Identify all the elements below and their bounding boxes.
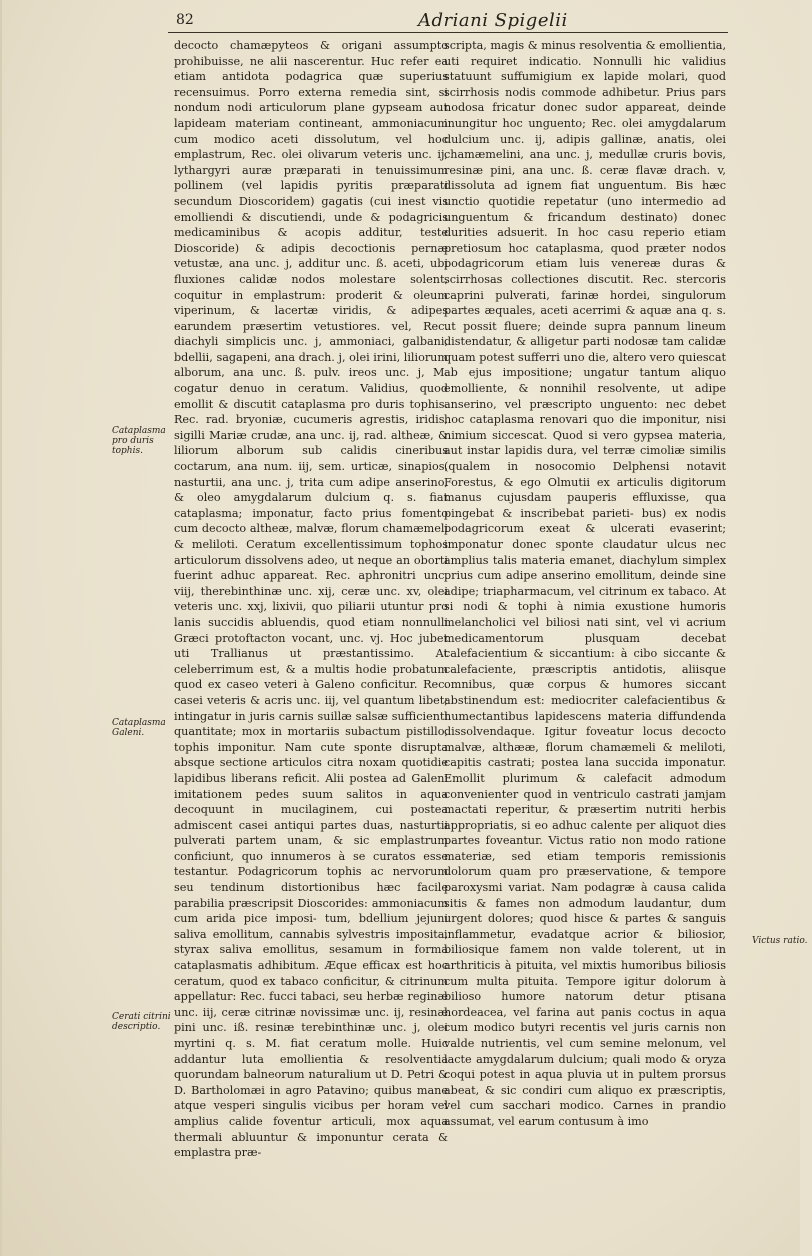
- right-column-text: scripta, magis & minus resolventia & emollientia, uti requiret indicatio. Nonnulli hic validius statuunt suffumigium ex lapide molari, quod scirrhosis nodis commode adhibetur. Prius pars nodosa fricatur donec sudor appareat, deinde inungitur hoc unguento; Rec. olei amygdalarum dulcium unc. ij, adipis gallinæ, anatis, olei chamæmelini, ana unc. j, medullæ cruris bovis, resinæ pini, ana unc. ß. ceræ flavæ drach. v, dissoluta ad ignem fiat unguentum. Bis hæc unctio quotidie repetatur (uno intermedio ad unguentum & fricandum destinato) donec durities adsuerit. In hoc casu reperio etiam pretiosum hoc cataplasma, quod præter nodos podagricorum etiam luis venereæ duras & scirrhosas collectiones discutit. Rec. stercoris caprini pulverati, farinæ hordei, singulorum partes æquales, aceti acerrimi & aquæ ana q. s. ut possit fluere; deinde supra pannum lineum distendatur, & alligetur parti nodosæ tam calidæ quam potest sufferri uno die, altero vero quiescat ab ejus impositione; ungatur tantum aliquo emolliente, & nonnihil resolvente, ut adipe anserino, vel præscripto unguento: nec debet hoc cataplasma renovari quo die imponitur, nisi nimium siccescat. Quod si vero gypsea materia, aut instar lapidis dura, vel terræ cimoliæ similis (qualem in nosocomio Delphensi notavit Forestus, & ego Olmutii ex articulis digitorum manus cujusdam pauperis effluxisse, qua pingebat & inscribebat parieti- bus) ex nodis podagricorum exeat & ulcerati evaserint; imponatur donec sponte claudatur ulcus nec amplius talis materia emanet, diachylum simplex prius cum adipe anserino emollitum, deinde sine adipe; triapharmacum, vel citrinum ex tabaco. At si nodi & tophi à nimia exustione humoris melancholici vel biliosi nati sint, vel vi acrium medicamentorum plusquam decebat calefacientium & siccantium: à cibo siccante & calefaciente, præscriptis antidotis, aliisque omnibus, quæ corpus & humores siccant abstinendum est: mediocriter calefacientibus & humectantibus lapidescens materia diffundenda dissolvendaque. Igitur foveatur locus decocto malvæ, althææ, florum chamæmeli & meliloti, capitis castrati; postea lana succida imponatur. Emollit plurimum & calefacit admodum convenienter quod in ventriculo castrati jamjam mactati reperitur, & præsertim nutriti herbis appropriatis, si eo adhuc calente per aliquot dies partes foveantur. Victus ratio non modo ratione materiæ, sed etiam temporis remissionis dolorum quam pro præservatione, & tempore paroxysmi variat. Nam podagræ à causa calida sitis & fames non admodum laudantur, dum urgent dolores; quod hisce & partes & sanguis inflammetur, evadatque acrior & biliosior, biliosique famem non valde tolerent, ut in arthriticis à pituita, vel mixtis humoribus biliosis cum multa pituita. Tempore igitur dolorum à bilioso humore natorum detur ptisana hordeacea, vel farina aut panis coctus in aqua cum modico butyri recentis vel juris carnis non valde nutrientis, vel cum semine melonum, vel lacte amygdalarum dulcium; quali modo & oryza coqui potest in aqua pluvia ut in pultem prorsus abeat, & sic condiri cum aliquo ex præscriptis, vel cum sacchari modico. Carnes in prandio assumat, vel earum contusum à imo: [444, 39, 726, 1128]
- margin-note-cataplasma-tophis: Cataplasma pro duris tophis.: [112, 426, 166, 456]
- page-header: [168, 8, 728, 34]
- page-edge: [0, 0, 2, 1256]
- margin-note-victus-ratio: Victus ratio.: [752, 936, 808, 946]
- header-rule: [168, 32, 728, 33]
- margin-note-cataplasma-galeni: Cataplasma Galeni.: [112, 718, 166, 738]
- running-head: Adriani Spigelii: [418, 10, 568, 31]
- text-column-right: [444, 38, 726, 1130]
- text-column-left: [174, 38, 448, 1161]
- left-column-text: decocto chamæpyteos & origani assumpto prohibuisse, ne alii nascerentur. Huc refer ea etiam antidota podagrica quæ superius recensuimus. Porro externa remedia sint, si nondum nodi articulorum plane gypseam aut lapideam materiam contineant, ammoniacum cum modico aceti dissolutum, vel hoc emplastrum, Rec. olei olivarum veteris unc. ij, lythargyri auræ præparati in tenuissimum pollinem (vel lapidis pyritis præparati secundum Dioscoridem) gagatis (cui inest vis emolliendi & discutiendi, unde & podagricis medicaminibus & acopis additur, teste Dioscoride) & adipis decoctionis pernæ vetustæ, ana unc. j, additur unc. ß. aceti, ubi fluxiones calidæ nodos molestare solent, coquitur in emplastrum: proderit & oleum viperinum, & lacertæ viridis, & adipes earundem præsertim vetustiores. vel, Rec. diachyli simplicis unc. j, ammoniaci, galbani, bdellii, sagapeni, ana drach. j, olei irini, liliorum alborum, ana unc. ß. pulv. ireos unc. j, M. cogatur denuo in ceratum. Validius, quod emollit & discutit cataplasma pro duris tophis. Rec. rad. bryoniæ, cucumeris agrestis, iridis, sigilli Mariæ crudæ, ana unc. ij, rad. altheæ, & liliorum alborum sub calidis cineribus coctarum, ana num. iij, sem. urticæ, sinapios, nasturtii, ana unc. j, trita cum adipe anserino, & oleo amygdalarum dulcium q. s. fiat cataplasma; imponatur, facto prius fomento cum decocto altheæ, malvæ, florum chamæmeli & meliloti. Ceratum excellentissimum tophos articulorum dissolvens adeo, ut neque an oborti fuerint adhuc appareat. Rec. aphronitri unc. viij, therebinthinæ unc. xij, ceræ unc. xv, olei veteris unc. xxj, lixivii, quo piliarii utuntur pro lanis succidis abluendis, quod etiam nonnulli Græci protoftacton vocant, unc. vj. Hoc jubet uti Trallianus ut præstantissimo. At celeberrimum est, & a multis hodie probatum quod ex caseo veteri à Galeno conficitur. Rec. casei veteris & acris unc. iij, vel quantum libet; intingatur in juris carnis suillæ salsæ sufficienti quantitate; mox in mortariis subactum pistillo, tophis imponitur. Nam cute sponte disrupta absque sectione articulos citra noxam quotidie lapidibus liberans reficit. Alii postea ad Galeni imitationem pedes suum salitos in aqua decoquunt in mucilaginem, cui postea admiscent casei antiqui partes duas, nasturtii pulverati partem unam, & sic emplastrum conficiunt, quo innumeros à se curatos esse testantur. Podagricorum tophis ac nervorum seu tendinum distortionibus hæc facile parabilia præscripsit Dioscorides: ammoniacum cum arida pice imposi- tum, bdellium jejuni saliva emollitum, cannabis sylvestris imposita, styrax saliva emollitus, sesamum in forma cataplasmatis adhibitum. Æque efficax est hoc ceratum, quod ex tabaco conficitur, & citrinum appellatur: Rec. fucci tabaci, seu herbæ reginæ unc. iij, ceræ citrinæ novissimæ unc. ij, resinæ pini unc. iß. resinæ terebinthinæ unc. j, olei myrtini q. s. M. fiat ceratum molle. Huic addantur luta emollientia & resolventia quorundam balneorum naturalium ut D. Petri & D. Bartholomæi in agro Patavino; quibus mane atque vesperi singulis vicibus per horam vel amplius calide foventur articuli, mox aqua thermali abluuntur & imponuntur cerata & emplastra præ-: [174, 39, 448, 1160]
- page-number: 82: [176, 12, 194, 28]
- margin-note-cerati-citrini: Cerati citrini descriptio.: [112, 1012, 171, 1032]
